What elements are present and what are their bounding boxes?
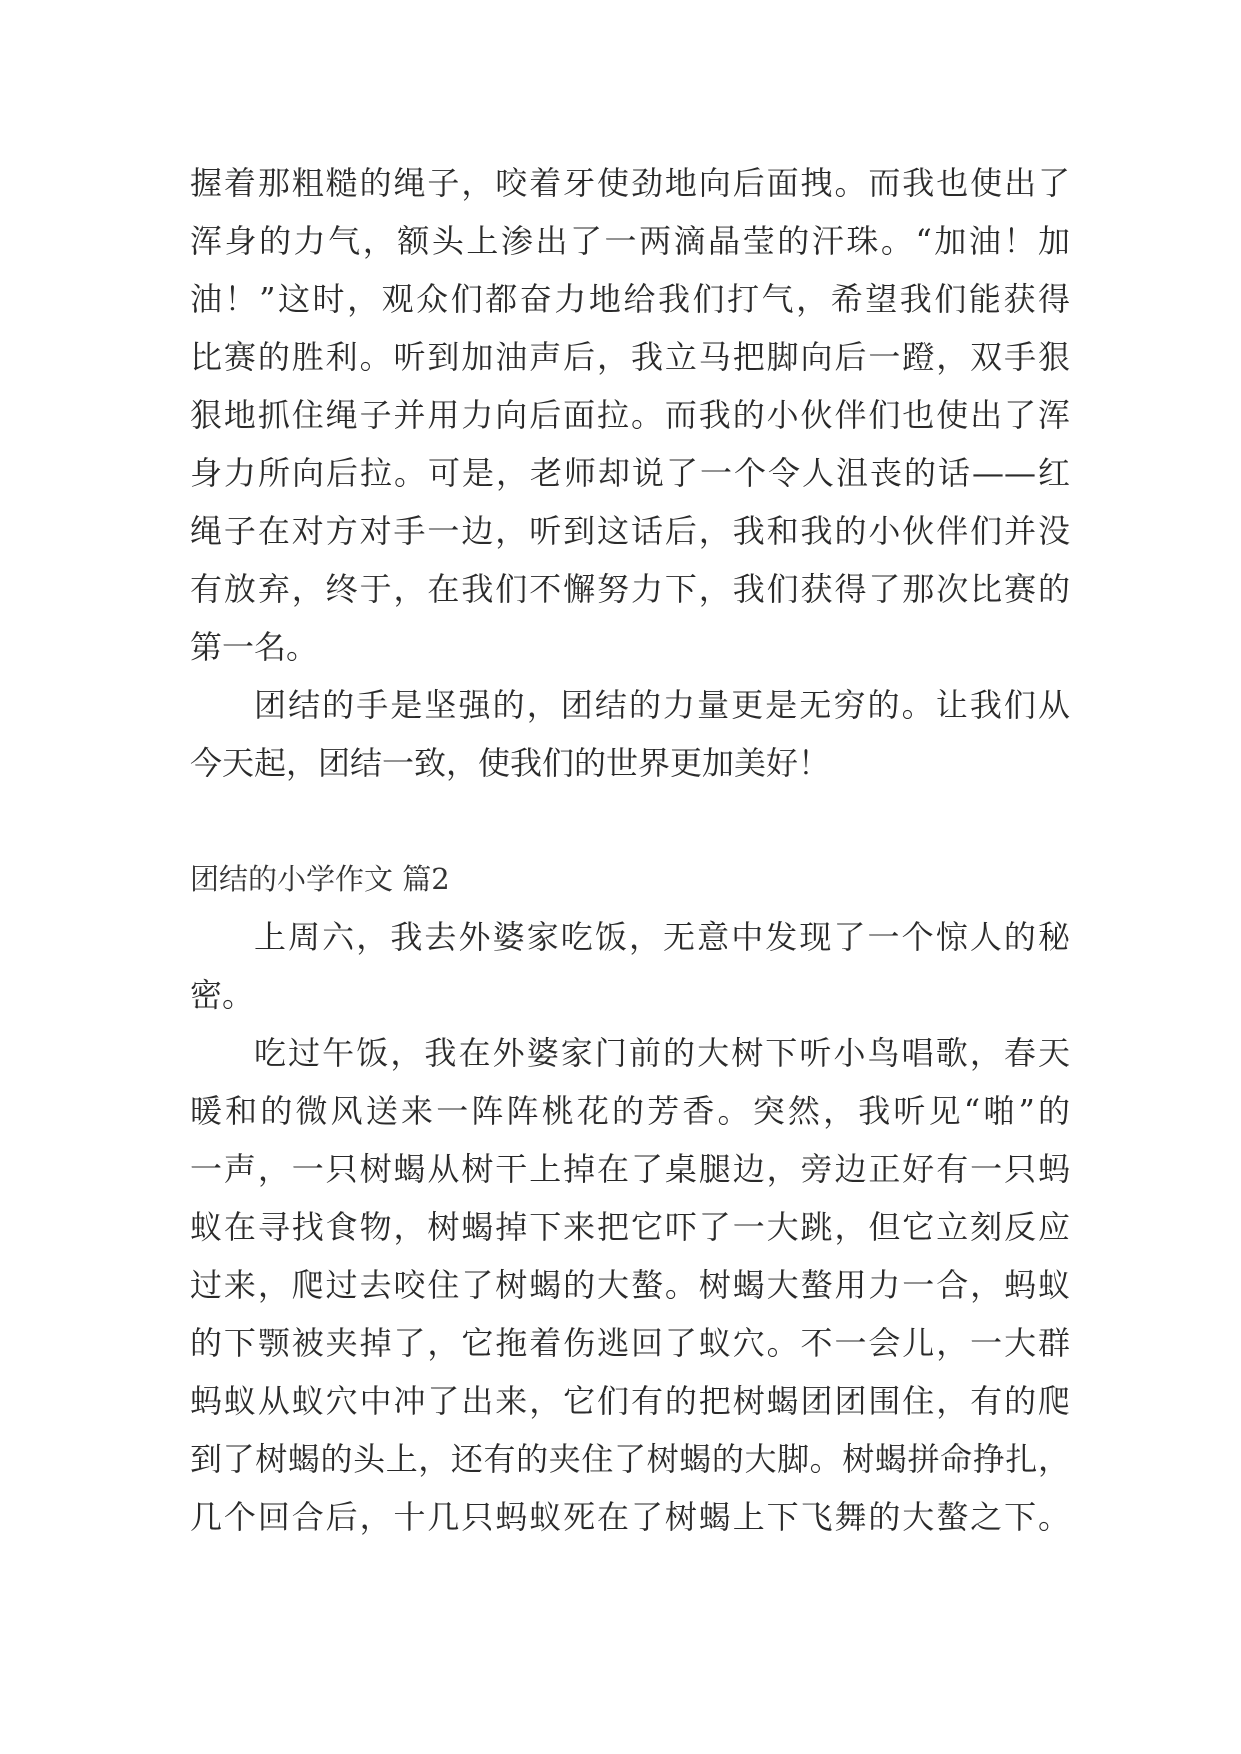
text-line: 密。 <box>190 976 255 1014</box>
blank-spacer <box>190 792 1070 850</box>
text-line: 几个回合后，十几只蚂蚁死在了树蝎上下飞舞的大螯之下。 <box>190 1498 1070 1536</box>
text-line: 第一名。 <box>190 628 319 666</box>
text-line: 蚁在寻找食物，树蝎掉下来把它吓了一大跳，但它立刻反应 <box>190 1208 1070 1246</box>
text-line: 一声，一只树蝎从树干上掉在了桌腿边，旁边正好有一只蚂 <box>190 1150 1070 1188</box>
section-title: 团结的小学作文 篇2 <box>190 862 450 896</box>
paragraph-1 <box>190 154 1070 676</box>
text-line: 暖和的微风送来一阵阵桃花的芳香。突然，我听见“啪”的 <box>190 1092 1070 1130</box>
text-line: 身力所向后拉。可是，老师却说了一个令人沮丧的话——红 <box>190 454 1070 492</box>
text-line: 的下颚被夹掉了，它拖着伤逃回了蚁穴。不一会儿，一大群 <box>190 1324 1070 1362</box>
text-line: 过来，爬过去咬住了树蝎的大螯。树蝎大螯用力一合，蚂蚁 <box>190 1266 1070 1304</box>
paragraph-4 <box>190 1024 1070 1546</box>
text-line: 比赛的胜利。听到加油声后，我立马把脚向后一蹬，双手狠 <box>190 338 1070 376</box>
text-line: 到了树蝎的头上，还有的夹住了树蝎的大脚。树蝎拼命挣扎， <box>190 1440 1070 1478</box>
text-line: 吃过午饭，我在外婆家门前的大树下听小鸟唱歌，春天 <box>254 1034 1070 1072</box>
text-line: 油！”这时，观众们都奋力地给我们打气，希望我们能获得 <box>190 280 1070 318</box>
text-line: 握着那粗糙的绳子，咬着牙使劲地向后面拽。而我也使出了 <box>190 164 1070 202</box>
text-line: 有放弃，终于，在我们不懈努力下，我们获得了那次比赛的 <box>190 570 1070 608</box>
document-body <box>190 154 1070 1546</box>
text-line: 浑身的力气，额头上渗出了一两滴晶莹的汗珠。“加油！加 <box>190 222 1070 260</box>
text-line: 上周六，我去外婆家吃饭，无意中发现了一个惊人的秘 <box>254 918 1070 956</box>
text-line: 绳子在对方对手一边，听到这话后，我和我的小伙伴们并没 <box>190 512 1070 550</box>
paragraph-3 <box>190 908 1070 1024</box>
text-line: 团结的手是坚强的，团结的力量更是无穷的。让我们从 <box>254 686 1070 724</box>
paragraph-2 <box>190 676 1070 792</box>
text-line: 狠地抓住绳子并用力向后面拉。而我的小伙伴们也使出了浑 <box>190 396 1070 434</box>
text-line: 蚂蚁从蚁穴中冲了出来，它们有的把树蝎团团围住，有的爬 <box>190 1382 1070 1420</box>
text-line: 今天起，团结一致，使我们的世界更加美好！ <box>190 744 831 782</box>
